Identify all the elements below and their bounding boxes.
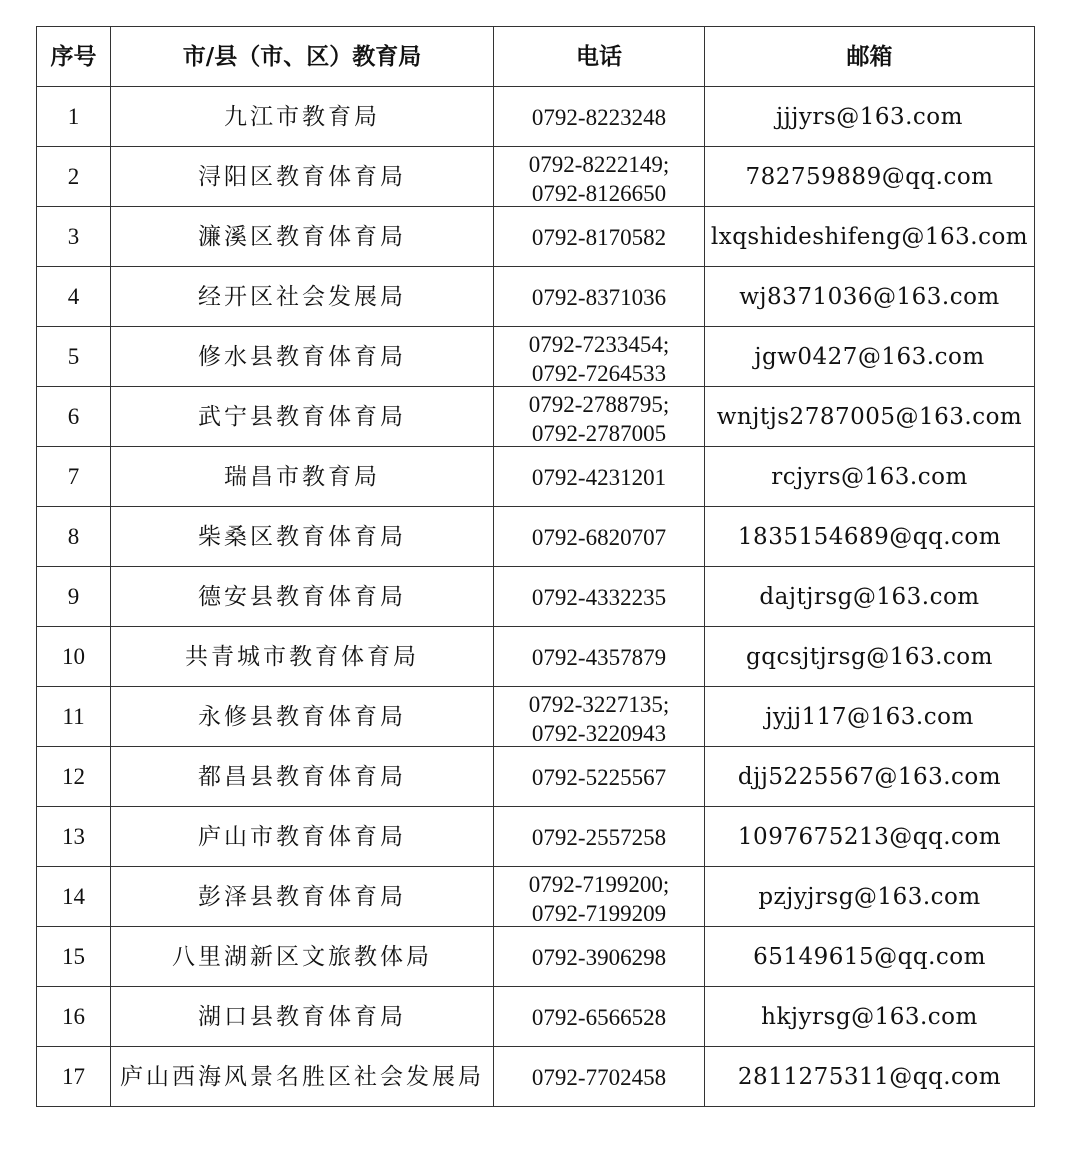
row-bureau: 庐山西海风景名胜区社会发展局	[111, 1047, 494, 1107]
row-phone	[494, 207, 705, 267]
row-index: 10	[37, 627, 111, 687]
header-index: 序号	[37, 27, 111, 87]
row-email: rcjyrs@163.com	[705, 447, 1035, 507]
row-email: wnjtjs2787005@163.com	[705, 387, 1035, 447]
row-email: 65149615@qq.com	[705, 927, 1035, 987]
row-bureau: 湖口县教育体育局	[111, 987, 494, 1047]
row-index: 12	[37, 747, 111, 807]
row-phone	[494, 927, 705, 987]
row-index: 2	[37, 147, 111, 207]
row-phone	[494, 567, 705, 627]
phone-number: 0792-2787005	[531, 420, 667, 445]
phone-number: 0792-4332235	[531, 585, 667, 610]
row-email: lxqshideshifeng@163.com	[705, 207, 1035, 267]
row-index: 1	[37, 87, 111, 147]
header-row	[37, 27, 1035, 87]
row-email: djj5225567@163.com	[705, 747, 1035, 807]
row-email: 782759889@qq.com	[705, 147, 1035, 207]
row-bureau: 德安县教育体育局	[111, 567, 494, 627]
row-index: 17	[37, 1047, 111, 1107]
phone-number: 0792-8222149;	[528, 151, 670, 177]
row-phone	[494, 747, 705, 807]
header-phone: 电话	[494, 27, 705, 87]
phone-number: 0792-5225567	[531, 765, 667, 790]
phone-number: 0792-7702458	[531, 1065, 667, 1090]
row-phone	[494, 507, 705, 567]
row-email: jjjyrs@163.com	[705, 87, 1035, 147]
phone-number: 0792-8170582	[531, 225, 667, 250]
row-phone	[494, 1047, 705, 1107]
table-row	[37, 87, 1035, 147]
row-index: 3	[37, 207, 111, 267]
table-row	[37, 627, 1035, 687]
phone-number: 0792-8126650	[531, 180, 667, 205]
row-phone	[494, 387, 705, 447]
row-email: 1097675213@qq.com	[705, 807, 1035, 867]
phone-number: 0792-2557258	[531, 825, 667, 850]
table-row	[37, 387, 1035, 447]
row-phone	[494, 627, 705, 687]
phone-number: 0792-6566528	[531, 1005, 667, 1030]
phone-number: 0792-3227135;	[528, 691, 670, 717]
row-bureau: 浔阳区教育体育局	[111, 147, 494, 207]
table-row	[37, 207, 1035, 267]
row-index: 11	[37, 687, 111, 747]
row-email: gqcsjtjrsg@163.com	[705, 627, 1035, 687]
table-row	[37, 567, 1035, 627]
phone-number: 0792-8371036	[531, 285, 667, 310]
row-email: dajtjrsg@163.com	[705, 567, 1035, 627]
row-email: hkjyrsg@163.com	[705, 987, 1035, 1047]
row-bureau: 庐山市教育体育局	[111, 807, 494, 867]
table-row	[37, 747, 1035, 807]
row-email: pzjyjrsg@163.com	[705, 867, 1035, 927]
row-phone	[494, 267, 705, 327]
row-index: 16	[37, 987, 111, 1047]
table-row	[37, 927, 1035, 987]
table-row	[37, 867, 1035, 927]
row-index: 4	[37, 267, 111, 327]
row-index: 14	[37, 867, 111, 927]
phone-number: 0792-3906298	[531, 945, 667, 970]
row-phone	[494, 807, 705, 867]
row-phone	[494, 987, 705, 1047]
table-row	[37, 447, 1035, 507]
table-row	[37, 147, 1035, 207]
row-bureau: 瑞昌市教育局	[111, 447, 494, 507]
row-index: 13	[37, 807, 111, 867]
row-index: 9	[37, 567, 111, 627]
row-email: wj8371036@163.com	[705, 267, 1035, 327]
header-bureau: 市/县（市、区）教育局	[111, 27, 494, 87]
row-bureau: 共青城市教育体育局	[111, 627, 494, 687]
row-phone	[494, 87, 705, 147]
phone-number: 0792-6820707	[531, 525, 667, 550]
phone-number: 0792-7233454;	[528, 331, 670, 357]
row-bureau: 九江市教育局	[111, 87, 494, 147]
row-bureau: 都昌县教育体育局	[111, 747, 494, 807]
row-bureau: 永修县教育体育局	[111, 687, 494, 747]
phone-number: 0792-7199200;	[528, 871, 670, 897]
row-index: 7	[37, 447, 111, 507]
phone-number: 0792-4357879	[531, 645, 667, 670]
table-row	[37, 807, 1035, 867]
table-row	[37, 267, 1035, 327]
row-bureau: 濂溪区教育体育局	[111, 207, 494, 267]
row-index: 5	[37, 327, 111, 387]
table-row	[37, 987, 1035, 1047]
row-bureau: 彭泽县教育体育局	[111, 867, 494, 927]
row-bureau: 八里湖新区文旅教体局	[111, 927, 494, 987]
row-phone	[494, 147, 705, 207]
row-email: 2811275311@qq.com	[705, 1047, 1035, 1107]
table-row	[37, 1047, 1035, 1107]
phone-number: 0792-2788795;	[528, 391, 670, 417]
phone-number: 0792-8223248	[531, 105, 667, 130]
phone-number: 0792-3220943	[531, 720, 667, 745]
table-row	[37, 507, 1035, 567]
row-bureau: 柴桑区教育体育局	[111, 507, 494, 567]
row-email: 1835154689@qq.com	[705, 507, 1035, 567]
row-phone	[494, 447, 705, 507]
row-phone	[494, 327, 705, 387]
table-row	[37, 687, 1035, 747]
row-index: 8	[37, 507, 111, 567]
row-email: jyjj117@163.com	[705, 687, 1035, 747]
phone-number: 0792-7199209	[531, 900, 667, 925]
row-phone	[494, 687, 705, 747]
table-body	[37, 87, 1035, 1107]
row-phone	[494, 867, 705, 927]
phone-number: 0792-7264533	[531, 360, 667, 385]
row-index: 15	[37, 927, 111, 987]
phone-number: 0792-4231201	[531, 465, 667, 490]
row-bureau: 修水县教育体育局	[111, 327, 494, 387]
contacts-table	[36, 26, 1035, 1107]
table-row	[37, 327, 1035, 387]
row-index: 6	[37, 387, 111, 447]
row-email: jgw0427@163.com	[705, 327, 1035, 387]
row-bureau: 经开区社会发展局	[111, 267, 494, 327]
header-email: 邮箱	[705, 27, 1035, 87]
row-bureau: 武宁县教育体育局	[111, 387, 494, 447]
